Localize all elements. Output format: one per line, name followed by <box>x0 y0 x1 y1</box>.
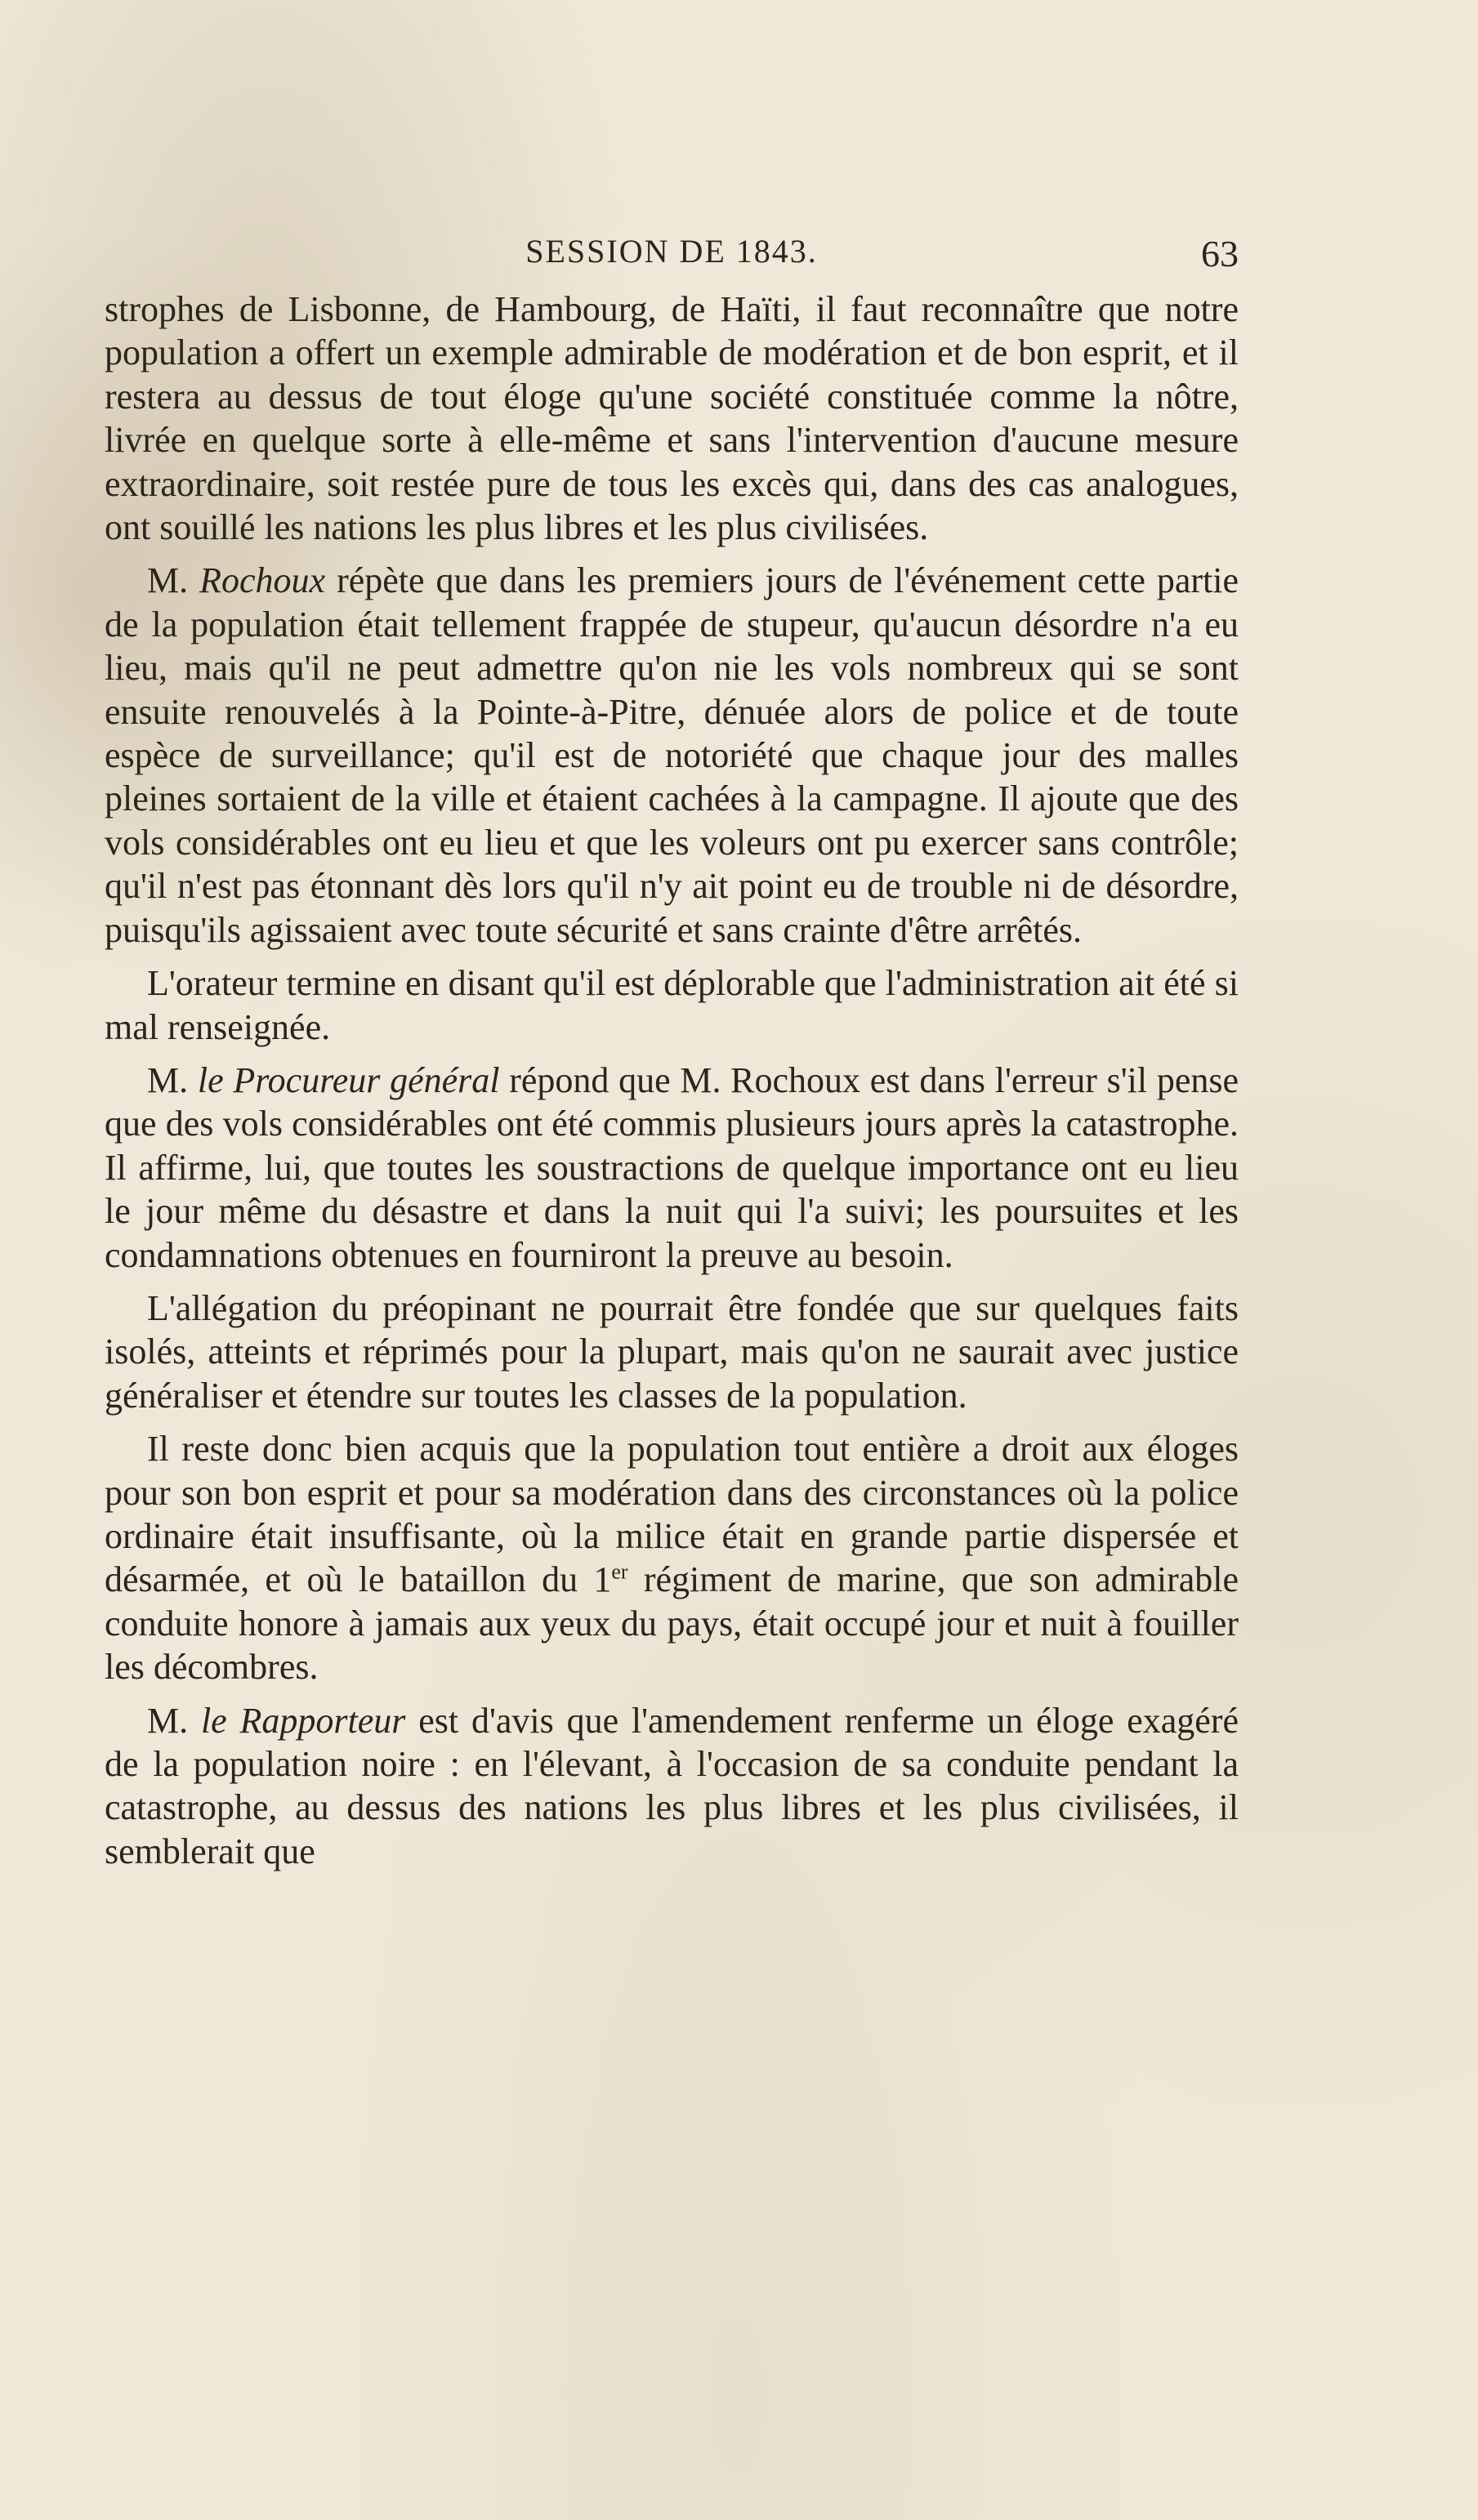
paragraph-1 <box>105 288 1239 549</box>
paragraph-text: strophes de Lisbonne, de Hambourg, de Haïti, il faut reconnaître que notre population a offert un exemple admirable de modération et de bon esprit, et il restera au dessus de tout éloge qu'une société constituée comme la nôtre, livrée en quelque sorte à elle-même et sans l'intervention d'aucune mesure extraordinaire, soit restée pure de tous les excès qui, dans des cas analogues, ont souillé les nations les plus libres et les plus civilisées. <box>105 289 1239 548</box>
paragraph-text: L'orateur termine en disant qu'il est déplorable que l'administration ait été si mal renseignée. <box>105 963 1239 1047</box>
speaker-prefix: M. <box>147 560 200 601</box>
paragraph-text: est d'avis que l'amendement renferme un éloge exagéré de la population noire : en l'élevant, à l'occasion de sa conduite pendant la catastrophe, au dessus des nations les plus libres et les plus civilisées, il semblerait que <box>105 1700 1239 1871</box>
paragraph-text: Il reste donc bien acquis que la population tout entière a droit aux éloges pour son bon esprit et pour sa modération dans des circonstances où la police ordinaire était insuffisante, où la milice était en grande partie dispersée et désarmée, et où le bataillon du 1 <box>105 1429 1239 1600</box>
speaker-prefix: M. <box>147 1700 201 1741</box>
paragraph-2 <box>105 559 1239 952</box>
speaker-name: Rochoux <box>199 560 326 601</box>
page-number: 63 <box>1201 233 1239 274</box>
paragraph-6 <box>105 1427 1239 1688</box>
speaker-name: le Procureur général <box>197 1059 500 1100</box>
speaker-prefix: M. <box>147 1059 198 1100</box>
speaker-name: le Rapporteur <box>200 1700 406 1741</box>
paragraph-text: répond que M. Rochoux est dans l'erreur s'il pense que des vols considérables ont été commis plusieurs jours après la catastrophe. Il affirme, lui, que toutes les soustractions de quelque importance ont eu lieu le jour même du désastre et dans la nuit qui l'a suivi; les poursuites et les condamnations obtenues en fourniront la preuve au besoin. <box>105 1059 1239 1275</box>
paragraph-text: L'allégation du préopinant ne pourrait être fondée que sur quelques faits isolés, atteints et réprimés pour la plupart, mais qu'on ne saurait avec justice généraliser et étendre sur toutes les classes de la population. <box>105 1287 1239 1416</box>
page-header <box>105 227 1239 279</box>
body-text <box>105 288 1239 1883</box>
paragraph-3 <box>105 961 1239 1049</box>
ordinal-superscript: er <box>611 1559 628 1584</box>
paragraph-5 <box>105 1287 1239 1417</box>
running-title: SESSION DE 1843. <box>525 233 818 270</box>
paragraph-4 <box>105 1059 1239 1277</box>
paragraph-text: répète que dans les premiers jours de l'événement cette partie de la population était tellement frappée de stupeur, qu'aucun désordre n'a eu lieu, mais qu'il ne peut admettre qu'on nie les vols nombreux qui se sont ensuite renouvelés à la Pointe-à-Pitre, dénuée alors de police et de toute espèce de surveillance; qu'il est de notoriété que chaque jour des malles pleines sortaient de la ville et étaient cachées à la campagne. Il ajoute que des vols considérables ont eu lieu et que les voleurs ont pu exercer sans contrôle; qu'il n'est pas étonnant dès lors qu'il n'y ait point eu de trouble ni de désordre, puisqu'ils agissaient avec toute sécurité et sans crainte d'être arrêtés. <box>105 560 1239 950</box>
paragraph-7 <box>105 1699 1239 1874</box>
paragraph-text: régiment de marine, que son admirable conduite honore à jamais aux yeux du pays, était occupé jour et nuit à fouiller les décombres. <box>105 1559 1239 1688</box>
